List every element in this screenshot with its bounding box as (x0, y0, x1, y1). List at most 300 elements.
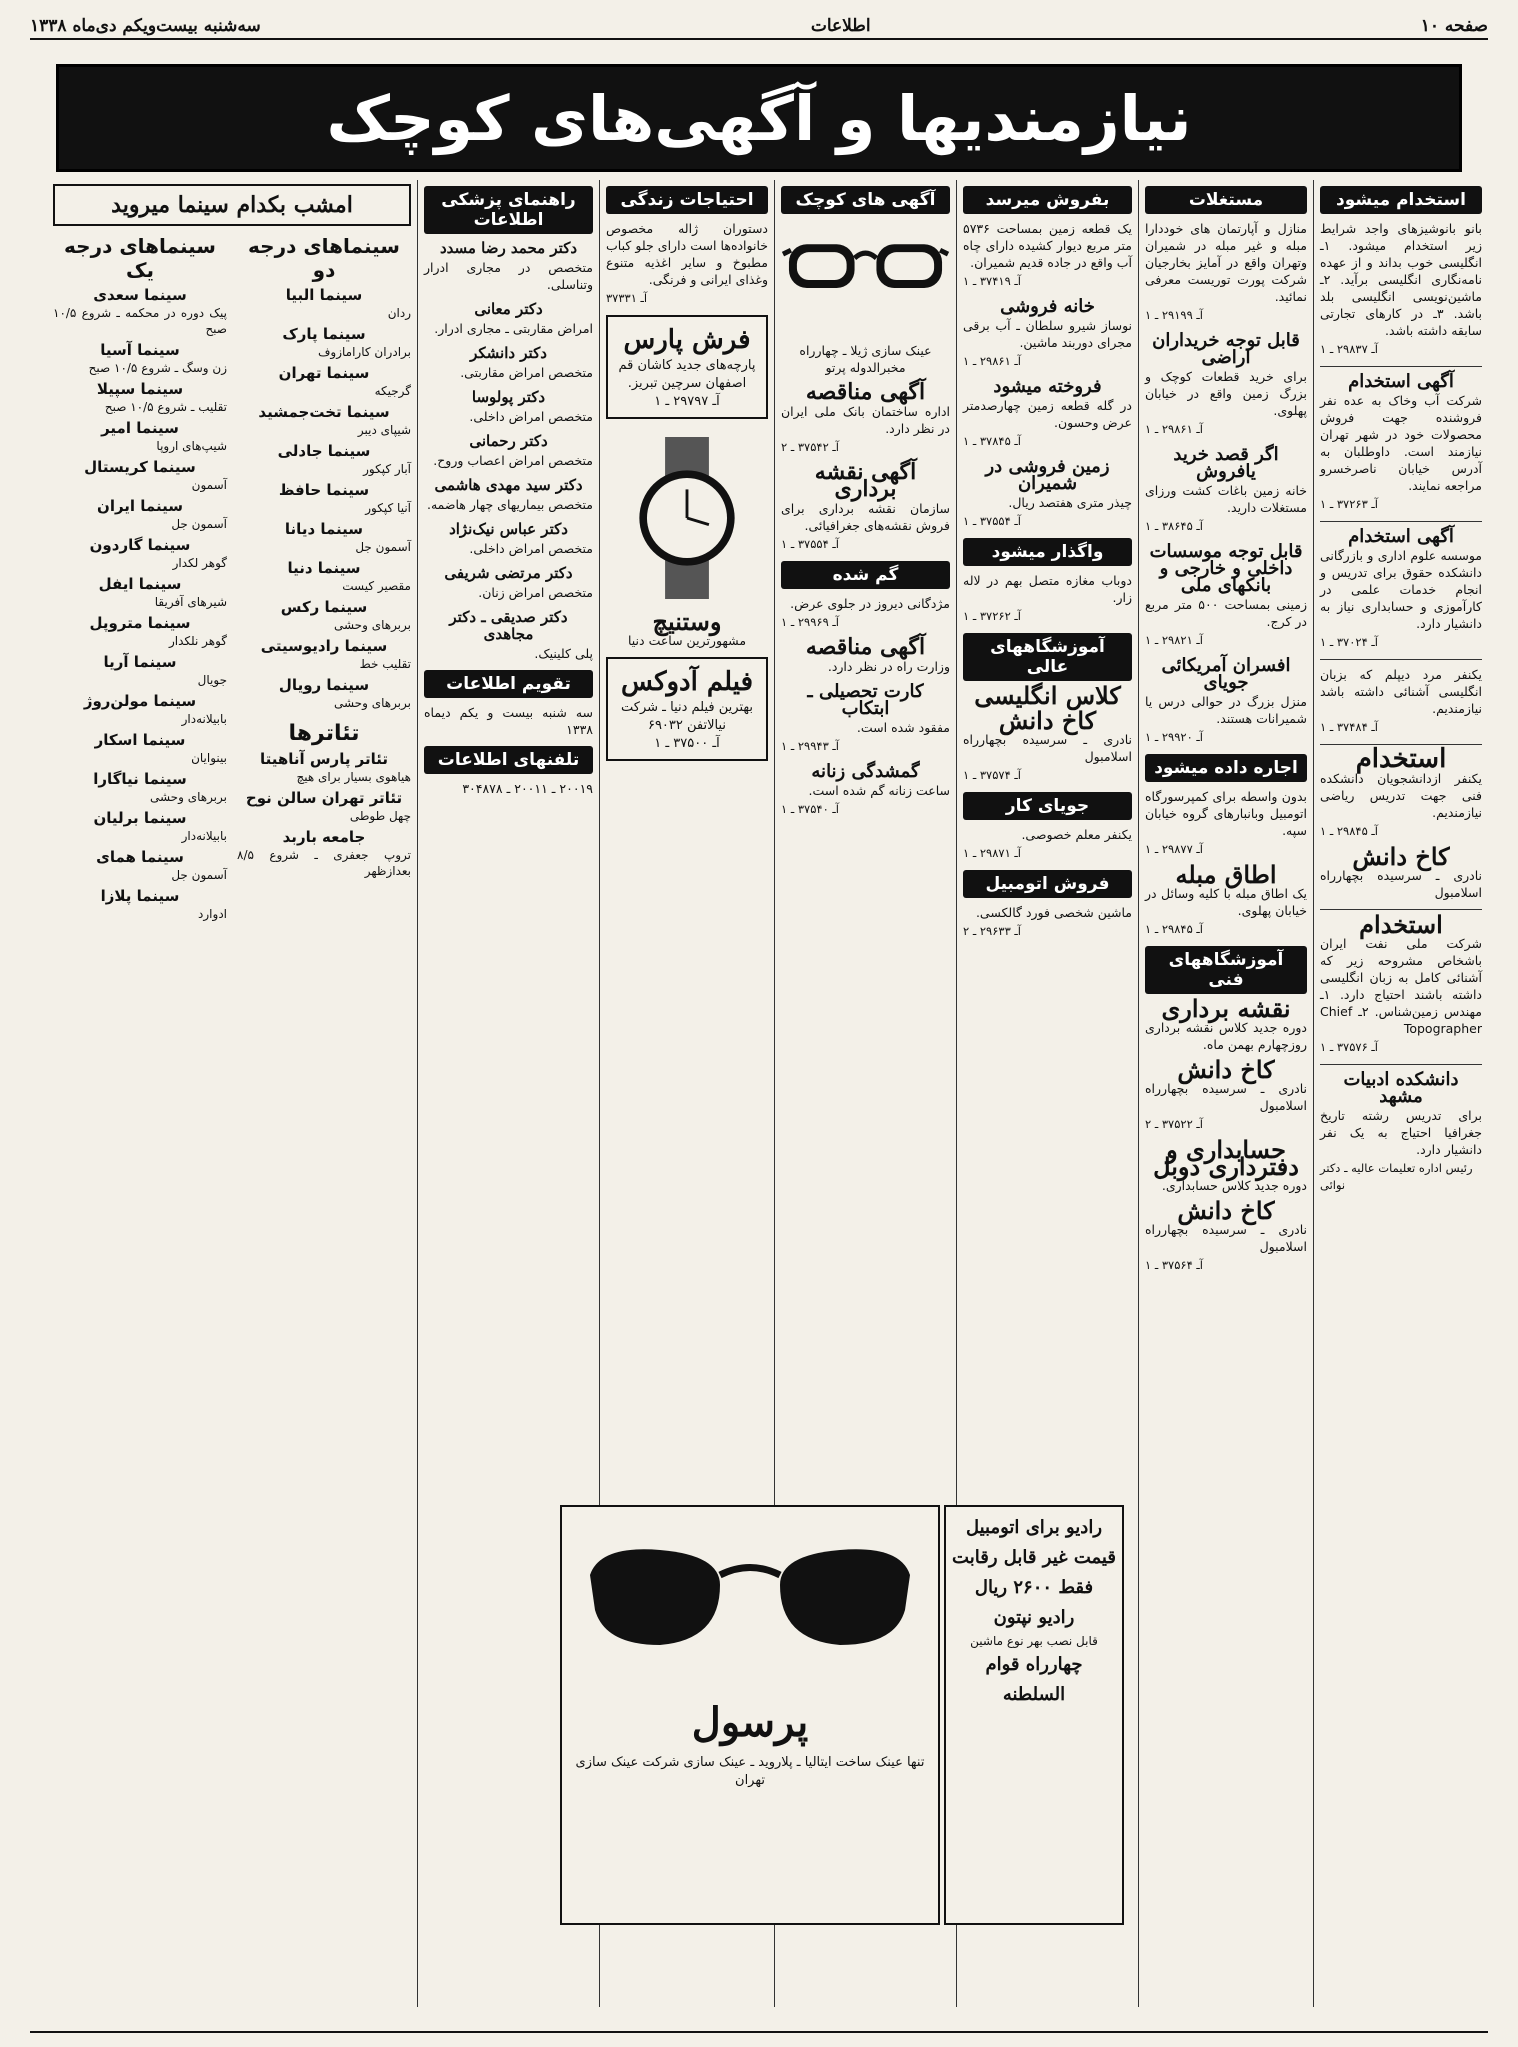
ad-title: حسابداری و دفترداری دوبل (1153, 1135, 1299, 1181)
ad-title: زمین فروشی در شمیران (985, 456, 1110, 494)
classified-ad (963, 826, 1132, 862)
ad-code: آـ ۲۹۸۶۱ ـ ۱ (963, 354, 1021, 368)
cinema-item (53, 614, 227, 649)
ad-text: اداره ساختمان بانک ملی ایران در نظر دارد. (781, 404, 950, 436)
ad-text: نادری ـ سرسیده بچهارراه اسلامبول (1145, 1081, 1307, 1113)
ad-text: وزارت راه در نظر دارد. (827, 659, 950, 674)
cinema-item (237, 676, 411, 711)
ad-text: در گله قطعه زمین چهارصدمتر عرض وحسون. (963, 398, 1132, 430)
ad-code: آـ ۳۷۴۸۴ ـ ۱ (1320, 720, 1378, 734)
classified-ad (781, 634, 950, 675)
theatre-section-label: تئاترها (288, 721, 360, 746)
cinema-info: آنیا کپکور (365, 501, 411, 515)
ad-title: دکتر رحمانی (469, 432, 548, 450)
ad-title: کلاس انگلیسی (974, 681, 1121, 710)
doctor-listing (424, 389, 593, 425)
classified-ad (1145, 657, 1307, 746)
theatre-info: چهل طوطی (349, 809, 411, 823)
cinema-item (53, 887, 227, 922)
ad-text: مفقود شده است. (856, 720, 950, 735)
cinema-name: سینما سپیلا (96, 380, 184, 398)
ad-code: آـ ۳۷۵۶۴ ـ ۱ (1145, 1258, 1203, 1272)
classified-ad (1145, 220, 1307, 324)
ad-text: متخصص امراض داخلی. (469, 541, 593, 556)
cinema-info: آسمون جل (171, 517, 227, 531)
glasses-caption: عینک سازی ژیلا ـ چهارراه مخبرالدوله پرتو (799, 343, 932, 375)
ad-text: چیذر متری هفتصد ریال. (1008, 495, 1132, 510)
column-header: استخدام میشود (1320, 186, 1482, 214)
cinema-item (53, 809, 227, 844)
ad-code: آـ ۲۹۸۴۵ ـ ۱ (1145, 922, 1203, 936)
page-number: صفحه ۱۰ (1420, 16, 1488, 36)
ad-code: آـ ۳۷۸۴۵ ـ ۱ (963, 434, 1021, 448)
cinema-info: مقصیر کیست (342, 579, 411, 593)
persol-advert (560, 1505, 940, 1925)
ad-title: استخدام (1355, 744, 1447, 774)
column-header: بفروش میرسد (963, 186, 1132, 214)
classified-ad (1320, 220, 1482, 358)
cinema-item (237, 442, 411, 477)
cinema-name: سینما پلازا (100, 887, 180, 905)
masthead-banner: نیازمندیها و آگهی‌های کوچک (56, 64, 1462, 172)
cinema-name: سینما جادلی (277, 442, 371, 460)
cinema-item (53, 458, 227, 493)
ad-text: شرکت آب وخاک به عده نفر فروشنده جهت فروش محصولات خود در شهر تهران نیازمند است. داوطلبان به آدرس خیابان ناصرخسرو مراجعه نمایند. (1320, 393, 1482, 493)
theatre-info: هیاهوی بسیار برای هیچ (296, 770, 411, 784)
ad-title: دکتر عباس نیک‌نژاد (449, 520, 568, 538)
cinema-info: بربرهای وحشی (333, 618, 411, 632)
cinema-info: پیک دوره در محکمه ـ شروع ۱۰/۵ صبح (53, 306, 227, 336)
cinema-info: بابیلانه‌دار (181, 829, 227, 843)
classified-ad (963, 220, 1132, 290)
ad-title: قابل توجه موسسات داخلی و خارجی و بانکهای ملی (1149, 541, 1303, 596)
ad-text: برای تدریس رشته تاریخ جغرافیا احتیاج به یک نفر دانشیار دارد. (1320, 1108, 1482, 1157)
cinema-item (53, 380, 227, 415)
cinema-name: سینما پارک (282, 325, 366, 343)
column-header: تلفنهای اطلاعات (424, 746, 593, 774)
cinema-info: تقلیب ـ شروع ۱۰/۵ صبح (104, 400, 227, 414)
ad-code: آـ ۳۷۴۱۹ ـ ۱ (963, 274, 1021, 288)
classified-ad (1320, 842, 1482, 901)
cinema-name: سینما حافظ (278, 481, 370, 499)
cinema-item (53, 286, 227, 337)
classified-ad (781, 595, 950, 631)
ad-text: نادری ـ سرسیده بچهارراه اسلامبول (1145, 1222, 1307, 1254)
ad-title: دکتر صدیقی ـ دکتر مجاهدی (449, 608, 568, 643)
doctor-listing (424, 565, 593, 601)
cinema-item (53, 497, 227, 532)
classified-ad (1320, 1071, 1482, 1194)
cinema-info: ادوارد (198, 907, 227, 921)
ad-title: دکتر محمد رضا مسدد (439, 239, 578, 257)
radio-line: چهارراه قوام السلطنه (985, 1654, 1083, 1705)
ad-code: آـ ۲۹۹۴۳ ـ ۱ (781, 739, 839, 753)
cinema-list-first-class (53, 230, 227, 926)
paper-name: اطلاعات (810, 16, 871, 36)
ad-title: دکتر سید مهدی هاشمی (434, 476, 583, 494)
cinema-info: آبار کپکور (363, 462, 411, 476)
cinema-section-label: سینماهای درجه دو (248, 234, 400, 282)
ad-text: متخصص امراض زنان. (478, 585, 593, 600)
radio-line: قابل نصب بهر نوع ماشین (970, 1634, 1098, 1648)
ad-title: افسران آمریکائی جویای (1161, 655, 1291, 693)
classified-ad (781, 459, 950, 553)
cinema-item (237, 286, 411, 321)
ad-title: وستنیچ (652, 607, 722, 636)
ad-code: آـ ۳۷۵۵۴ ـ ۱ (781, 537, 839, 551)
classified-ad (963, 458, 1132, 530)
cinema-info: تقلیب خط (359, 657, 411, 671)
cinema-name: سینما ایفل (98, 575, 182, 593)
ad-text: منازل و آپارتمان های خوددارا مبله و غیر مبله در شمیران وتهران واقع در آمایز بخارجیان شرکت پورت توریست معرفی نمائید. (1145, 221, 1307, 304)
cinema-name: سینما امیر (101, 419, 179, 437)
cinema-name: سینما رکس (280, 598, 368, 616)
ad-text: بدون واسطه برای کمپرسورگاه اتومبیل وبانبارهای گروه خیابان سپه. (1145, 789, 1307, 838)
ad-title: کاخ دانش (1352, 842, 1450, 871)
page-bottom-rule (30, 2031, 1488, 2033)
classified-ad (1145, 994, 1307, 1053)
ad-box (606, 315, 768, 419)
theatre-info: تروپ جعفری ـ شروع ۸/۵ بعدازظهر (237, 848, 411, 878)
persol-brand: پرسول (691, 1699, 809, 1746)
ad-code: آـ ۲۹۷۹۷ ـ ۱ (654, 394, 720, 409)
ad-text: زمینی بمساحت ۵۰۰ متر مربع در کرج. (1145, 597, 1307, 629)
ad-text: دستوران ژاله مخصوص خانواده‌ها است دارای جلو کباب مطبوخ و سایر اغذیه متنوع وغذای ایرانی و فرنگی. (606, 221, 768, 287)
ad-title: آگهی نقشه برداری (814, 459, 917, 502)
classified-ad (1145, 860, 1307, 938)
ad-title: قابل توجه خریداران اراضی (1152, 330, 1300, 368)
ad-code: آـ ۲۹۸۶۱ ـ ۱ (1145, 422, 1203, 436)
ad-text: متخصص بیماریهای چهار هاضمه. (426, 497, 593, 512)
column-header: آگهی های کوچک (781, 186, 950, 214)
ad-code: آـ ۳۷۲۶۳ ـ ۱ (1320, 497, 1378, 511)
cinema-info: آسمون (191, 478, 227, 492)
radio-line: رادیو نپتون (993, 1607, 1075, 1628)
cinema-item (53, 575, 227, 610)
ad-text: سازمان نقشه برداری برای فروش نقشه‌های جغرافیائی. (781, 501, 950, 533)
wristwatch-icon (606, 433, 768, 603)
ad-title: فیلم آدوکس (620, 667, 754, 697)
cinema-item (237, 520, 411, 555)
ad-text: یکنفر ازدانشجویان دانشکده فنی جهت تدریس ریاضی نیازمندیم. (1320, 771, 1482, 820)
ad-code: رئیس اداره تعلیمات عالیه ـ دکتر نوائی (1320, 1161, 1473, 1192)
ad-text: متخصص امراض داخلی. (469, 409, 593, 424)
cinema-name: سینما سعدی (93, 286, 187, 304)
theatre-name: جامعه باربد (282, 828, 366, 846)
cinema-info: جویال (197, 673, 227, 687)
ad-text: دوره جدید کلاس حسابداری. (1161, 1178, 1307, 1193)
classified-ad (1145, 1055, 1307, 1133)
classified-ad (963, 681, 1132, 710)
ad-text: پلی کلینیک. (534, 646, 593, 661)
classified-ad (1320, 373, 1482, 513)
column-header: تقویم اطلاعات (424, 670, 593, 698)
ad-code: آـ ۲۹۶۳۳ ـ ۲ (963, 924, 1021, 938)
column-employment (1313, 180, 1488, 2007)
cinema-info: بربرهای وحشی (149, 790, 227, 804)
cinema-columns (53, 230, 411, 926)
ad-title: دکتر دانشکر (470, 344, 547, 362)
classified-ad (606, 607, 768, 649)
ad-text: بانو بانوشیزهای واجد شرایط زیر استخدام میشود. ۱ـ انگلیسی خوب بداند و از عهده نامه‌نگاری انگلیسی برآید. ۲ـ ماشین‌نویسی انگلیسی بلد باشد. ۳ـ در کارهای تجارتی سابقه داشته باشد. (1320, 221, 1482, 338)
ad-code: آـ ۳۷۵۵۴ ـ ۱ (963, 514, 1021, 528)
classified-ad (1145, 1196, 1307, 1274)
doctor-listing (424, 609, 593, 662)
ad-text: نادری ـ سرسیده بچهارراه اسلامبول (963, 732, 1132, 764)
ad-text: مشهورترین ساعت دنیا (627, 633, 747, 648)
cinema-name: سینما دنیا (287, 559, 361, 577)
theatre-item (237, 750, 411, 785)
cinema-name: سینما البیا (285, 286, 363, 304)
ad-text: مژدگانی دیروز در جلوی عرض. (790, 596, 950, 611)
doctor-listing (424, 345, 593, 381)
divider (1320, 366, 1482, 367)
persol-text: تنها عینک ساخت ایتالیا ـ پلاروید ـ عینک سازی شرکت عینک سازی تهران (575, 1755, 925, 1788)
theatre-item (237, 789, 411, 824)
ad-text: ساعت زنانه گم شده است. (808, 783, 950, 798)
ad-text: پارچه‌های جدید کاشان قم اصفهان سرچین تبریز. (618, 358, 756, 391)
ad-title: کاخ دانش (998, 706, 1097, 735)
doctor-listing (424, 477, 593, 513)
page-date: سه‌شنبه بیست‌ویکم دی‌ماه ۱۳۳۸ (30, 16, 261, 36)
classified-ad (606, 220, 768, 307)
cinema-item (53, 731, 227, 766)
cinema-item (53, 536, 227, 571)
classified-ad (1145, 1135, 1307, 1194)
classified-ad (1145, 332, 1307, 438)
divider (1320, 1064, 1482, 1065)
cinema-section-label: سینماهای درجه یک (64, 234, 216, 282)
classified-ad (963, 572, 1132, 625)
ad-box (606, 657, 768, 761)
classified-ad (1145, 788, 1307, 858)
cinema-name: سینما همای (96, 848, 184, 866)
ad-text: دوباب مغازه متصل بهم در لاله زار. (963, 573, 1132, 605)
car-radio-advert (944, 1505, 1124, 1925)
cinema-name: سینما آسیا (100, 341, 180, 359)
doctor-listing (424, 240, 593, 293)
column-header: احتیاجات زندگی (606, 186, 768, 214)
ad-code: آـ ۲۹۹۶۹ ـ ۱ (781, 615, 839, 629)
ad-code: آـ ۳۷۰۲۴ ـ ۱ (1320, 635, 1378, 649)
ad-title: دکتر پولوسا (471, 388, 546, 406)
cinema-info: گوهر نلکدار (168, 634, 227, 648)
ad-code: آـ ۳۸۶۴۵ ـ ۱ (1145, 519, 1203, 533)
cinema-info: بابیلانه‌دار (181, 712, 227, 726)
ad-title: خانه فروشی (1000, 296, 1095, 317)
divider (1320, 521, 1482, 522)
ad-code: آـ ۲۹۹۲۰ ـ ۱ (1145, 730, 1203, 744)
cinema-item (237, 559, 411, 594)
column-header: آموزشگاههای عالی (963, 633, 1132, 681)
ad-title: کارت تحصیلی ـ ابتکاب (807, 681, 924, 719)
ad-title: اگر قصد خرید یافروش (1173, 444, 1279, 482)
classified-ad (1145, 543, 1307, 649)
ad-code: آـ ۳۷۵۷۶ ـ ۱ (1320, 1040, 1378, 1054)
ad-title: استخدام (1359, 910, 1443, 939)
cinema-item (53, 770, 227, 805)
sunglasses-icon (570, 1515, 930, 1685)
cinema-info: گرجیکه (374, 384, 411, 398)
cinema-info: ردان (387, 306, 411, 320)
ad-title: آگهی استخدام (1348, 371, 1454, 392)
theatre-item (237, 828, 411, 879)
cinema-info: بربرهای وحشی (333, 696, 411, 710)
cinema-name: سینما تهران (278, 364, 370, 382)
cinema-name: سینما دیانا (284, 520, 364, 538)
ad-text: شرکت ملی نفت ایران باشخاص مشروحه زیر که آشنائی کامل به زبان انگلیسی داشته باشند احتیاج دارد. ۱ـ مهندس زمین‌شناس. ۲ـ Chief Topographer (1320, 936, 1482, 1036)
cinema-info: شیپای دیبر (357, 423, 411, 437)
ad-code: آـ ۲۹۸۷۷ ـ ۱ (1145, 842, 1203, 856)
cinema-name: سینما اسکار (94, 731, 186, 749)
ad-code: آـ ۳۷۵۲۲ ـ ۲ (1145, 1117, 1203, 1131)
cinema-name: سینما رویال (278, 676, 370, 694)
ad-title: آگهی مناقصه (805, 379, 926, 405)
column-header: مستغلات (1145, 186, 1307, 214)
classified-ad (1320, 528, 1482, 651)
theatre-name: تئاتر تهران سالن نوح (245, 789, 403, 807)
cinema-info: آسمون جل (171, 868, 227, 882)
cinema-info: شیپ‌های اروپا (156, 439, 227, 453)
theatre-name: تئاتر پارس آناهیتا (259, 750, 389, 768)
classified-ad (781, 683, 950, 755)
ad-code: آـ ۳۷۵۷۴ ـ ۱ (963, 768, 1021, 782)
classified-ad (1145, 446, 1307, 535)
radio-line: رادیو برای اتومبیل (965, 1517, 1103, 1538)
cinema-name: سینما متروپل (89, 614, 191, 632)
ad-text: موسسه علوم اداری و بازرگانی دانشکده حقوق برای تدریس و انجام خدمات علمی در کارآموزی و حسابداری نیاز به دانشیار دارد. (1320, 548, 1482, 631)
cinema-item (237, 637, 411, 672)
ad-text: متخصص امراض مقاربتی. (460, 365, 593, 380)
ad-text: منزل بزرگ در حوالی درس یا شمیرانات هستند. (1145, 694, 1307, 726)
ad-text: یک قطعه زمین بمساحت ۵۷۳۶ متر مربع دیوار کشیده دارای چاه آب واقع در جاده قدیم شمیران. (963, 221, 1132, 270)
ad-text: دوره جدید کلاس نقشه برداری روزچهارم بهمن ماه. (1145, 1020, 1307, 1052)
cinema-name: سینما ایران (97, 497, 183, 515)
ad-title: آگهی مناقصه (805, 634, 926, 660)
classified-ad (1320, 910, 1482, 1056)
cinema-item (237, 364, 411, 399)
column-real-estate (1138, 180, 1313, 2007)
cinema-item (53, 419, 227, 454)
ad-text: ماشین شخصی فورد گالکسی. (975, 905, 1132, 920)
cinema-section-title: امشب بکدام سینما میروید (53, 184, 411, 226)
calendar-text: سه شنبه بیست و یکم دیماه ۱۳۳۸ (424, 705, 593, 737)
ad-text: نادری ـ سرسیده بچهارراه اسلامبول (1320, 868, 1482, 900)
column-header: واگذار میشود (963, 538, 1132, 566)
ad-code: آـ ۲۹۸۴۵ ـ ۱ (1320, 824, 1378, 838)
ad-title: گمشدگی زنانه (811, 761, 920, 782)
cinema-name: سینما کریستال (84, 458, 196, 476)
ad-title: نقشه برداری (1161, 994, 1291, 1023)
divider (1320, 659, 1482, 660)
cinema-name: سینما مولن‌روژ (83, 692, 197, 710)
cinema-item (237, 481, 411, 516)
ad-title: دکتر معانی (474, 300, 543, 318)
ad-code: آـ ۲۹۸۲۱ ـ ۱ (1145, 633, 1203, 647)
classified-ad (1320, 744, 1482, 840)
cinema-name: سینما رادیوسیتی (260, 637, 388, 655)
doctor-listing (424, 301, 593, 337)
page-header (30, 14, 1488, 40)
ad-title: کاخ دانش (1177, 1055, 1275, 1084)
cinema-info: شیرهای آفریقا (154, 595, 227, 609)
ad-title: فرش پارس (623, 325, 751, 355)
ad-text: یک اطاق مبله با کلیه وسائل در خیابان پهلوی. (1145, 886, 1307, 918)
classified-ad (963, 298, 1132, 370)
eyeglasses-icon (781, 224, 950, 334)
classified-ad (963, 706, 1132, 784)
column-header: آموزشگاههای فنی (1145, 946, 1307, 994)
column-cinemas (47, 180, 417, 2007)
ad-code: آـ ۳۷۲۶۲ ـ ۱ (963, 609, 1021, 623)
classified-ad (963, 904, 1132, 940)
ad-text: بهترین فیلم دنیا ـ شرکت نیالاتفن ۶۹۰۳۲ (621, 700, 753, 733)
cinema-name: سینما نیاگارا (93, 770, 187, 788)
ad-code: آـ ۳۷۵۰۰ ـ ۱ (654, 736, 720, 751)
column-header: گم شده (781, 561, 950, 589)
ad-text: امراض مقاربتی ـ مجاری ادرار. (434, 321, 593, 336)
ad-title: کاخ دانش (1177, 1196, 1275, 1225)
ad-title: اطاق مبله (1175, 860, 1277, 889)
cinema-item (237, 325, 411, 360)
ad-title: دانشکده ادبیات مشهد (1343, 1069, 1459, 1107)
ad-code: آـ ۳۷۵۴۲ ـ ۲ (781, 440, 839, 454)
column-header: اجاره داده میشود (1145, 754, 1307, 782)
ad-code: آـ ۲۹۸۷۱ ـ ۱ (963, 846, 1021, 860)
cinema-item (53, 848, 227, 883)
radio-line: قیمت غیر قابل رقابت (952, 1547, 1116, 1568)
cinema-info: بینوایان (191, 751, 227, 765)
ad-code: آـ ۲۹۸۳۷ ـ ۱ (1320, 342, 1378, 356)
ad-code: آـ ۳۷۵۴۰ ـ ۱ (781, 802, 839, 816)
ad-text: متخصص امراض اعصاب وروح. (433, 453, 593, 468)
ad-title: دکتر مرتضی شریفی (444, 564, 573, 582)
cinema-item (53, 692, 227, 727)
ad-text: یکنفر معلم خصوصی. (1021, 827, 1132, 842)
doctor-listing (424, 433, 593, 469)
ad-text: یکنفر مرد دیپلم که بزبان انگلیسی آشنائی داشته باشد نیازمندیم. (1320, 667, 1482, 716)
ad-text: برای خرید قطعات کوچک و بزرگ زمین واقع در خیابان پهلوی. (1145, 369, 1307, 418)
ad-title: فروخته میشود (993, 376, 1102, 397)
cinema-info: گوهر لکدار (172, 556, 227, 570)
cinema-list-second-class (237, 230, 411, 926)
classified-ad (1320, 666, 1482, 736)
doctor-listing (424, 521, 593, 557)
cinema-info: برادران کارامازوف (317, 345, 411, 359)
classified-ad (963, 378, 1132, 450)
ad-text: خانه زمین باغات کشت ورزای مستغلات دارید. (1145, 483, 1307, 515)
cinema-info: زن وسگ ـ شروع ۱۰/۵ صبح (88, 361, 227, 375)
cinema-info: آسمون جل (355, 540, 411, 554)
ad-title: آگهی استخدام (1348, 526, 1454, 547)
cinema-item (53, 653, 227, 688)
cinema-name: سینما گاردون (89, 536, 191, 554)
ad-code: آـ ۳۷۳۳۱ (606, 291, 648, 305)
phone-numbers: ۲۰۰۱۹ ـ ۲۰۰۱۱ ـ ۳۰۴۸۷۸ (462, 781, 593, 796)
ad-text: متخصص در مجاری ادرار وتناسلی. (424, 260, 593, 292)
radio-line: فقط ۲۶۰۰ ریال (974, 1577, 1094, 1598)
cinema-item (237, 598, 411, 633)
column-header: راهنمای پزشکی اطلاعات (424, 186, 593, 234)
cinema-name: سینما تخت‌جمشید (258, 403, 390, 421)
ad-text: نوساز شیرو سلطان ـ آب برقی مجرای دوربند ماشین. (963, 318, 1132, 350)
classified-ad (781, 763, 950, 818)
column-header: فروش اتومبیل (963, 870, 1132, 898)
cinema-item (53, 341, 227, 376)
column-header: جویای کار (963, 792, 1132, 820)
cinema-item (237, 403, 411, 438)
cinema-name: سینما برلیان (93, 809, 187, 827)
